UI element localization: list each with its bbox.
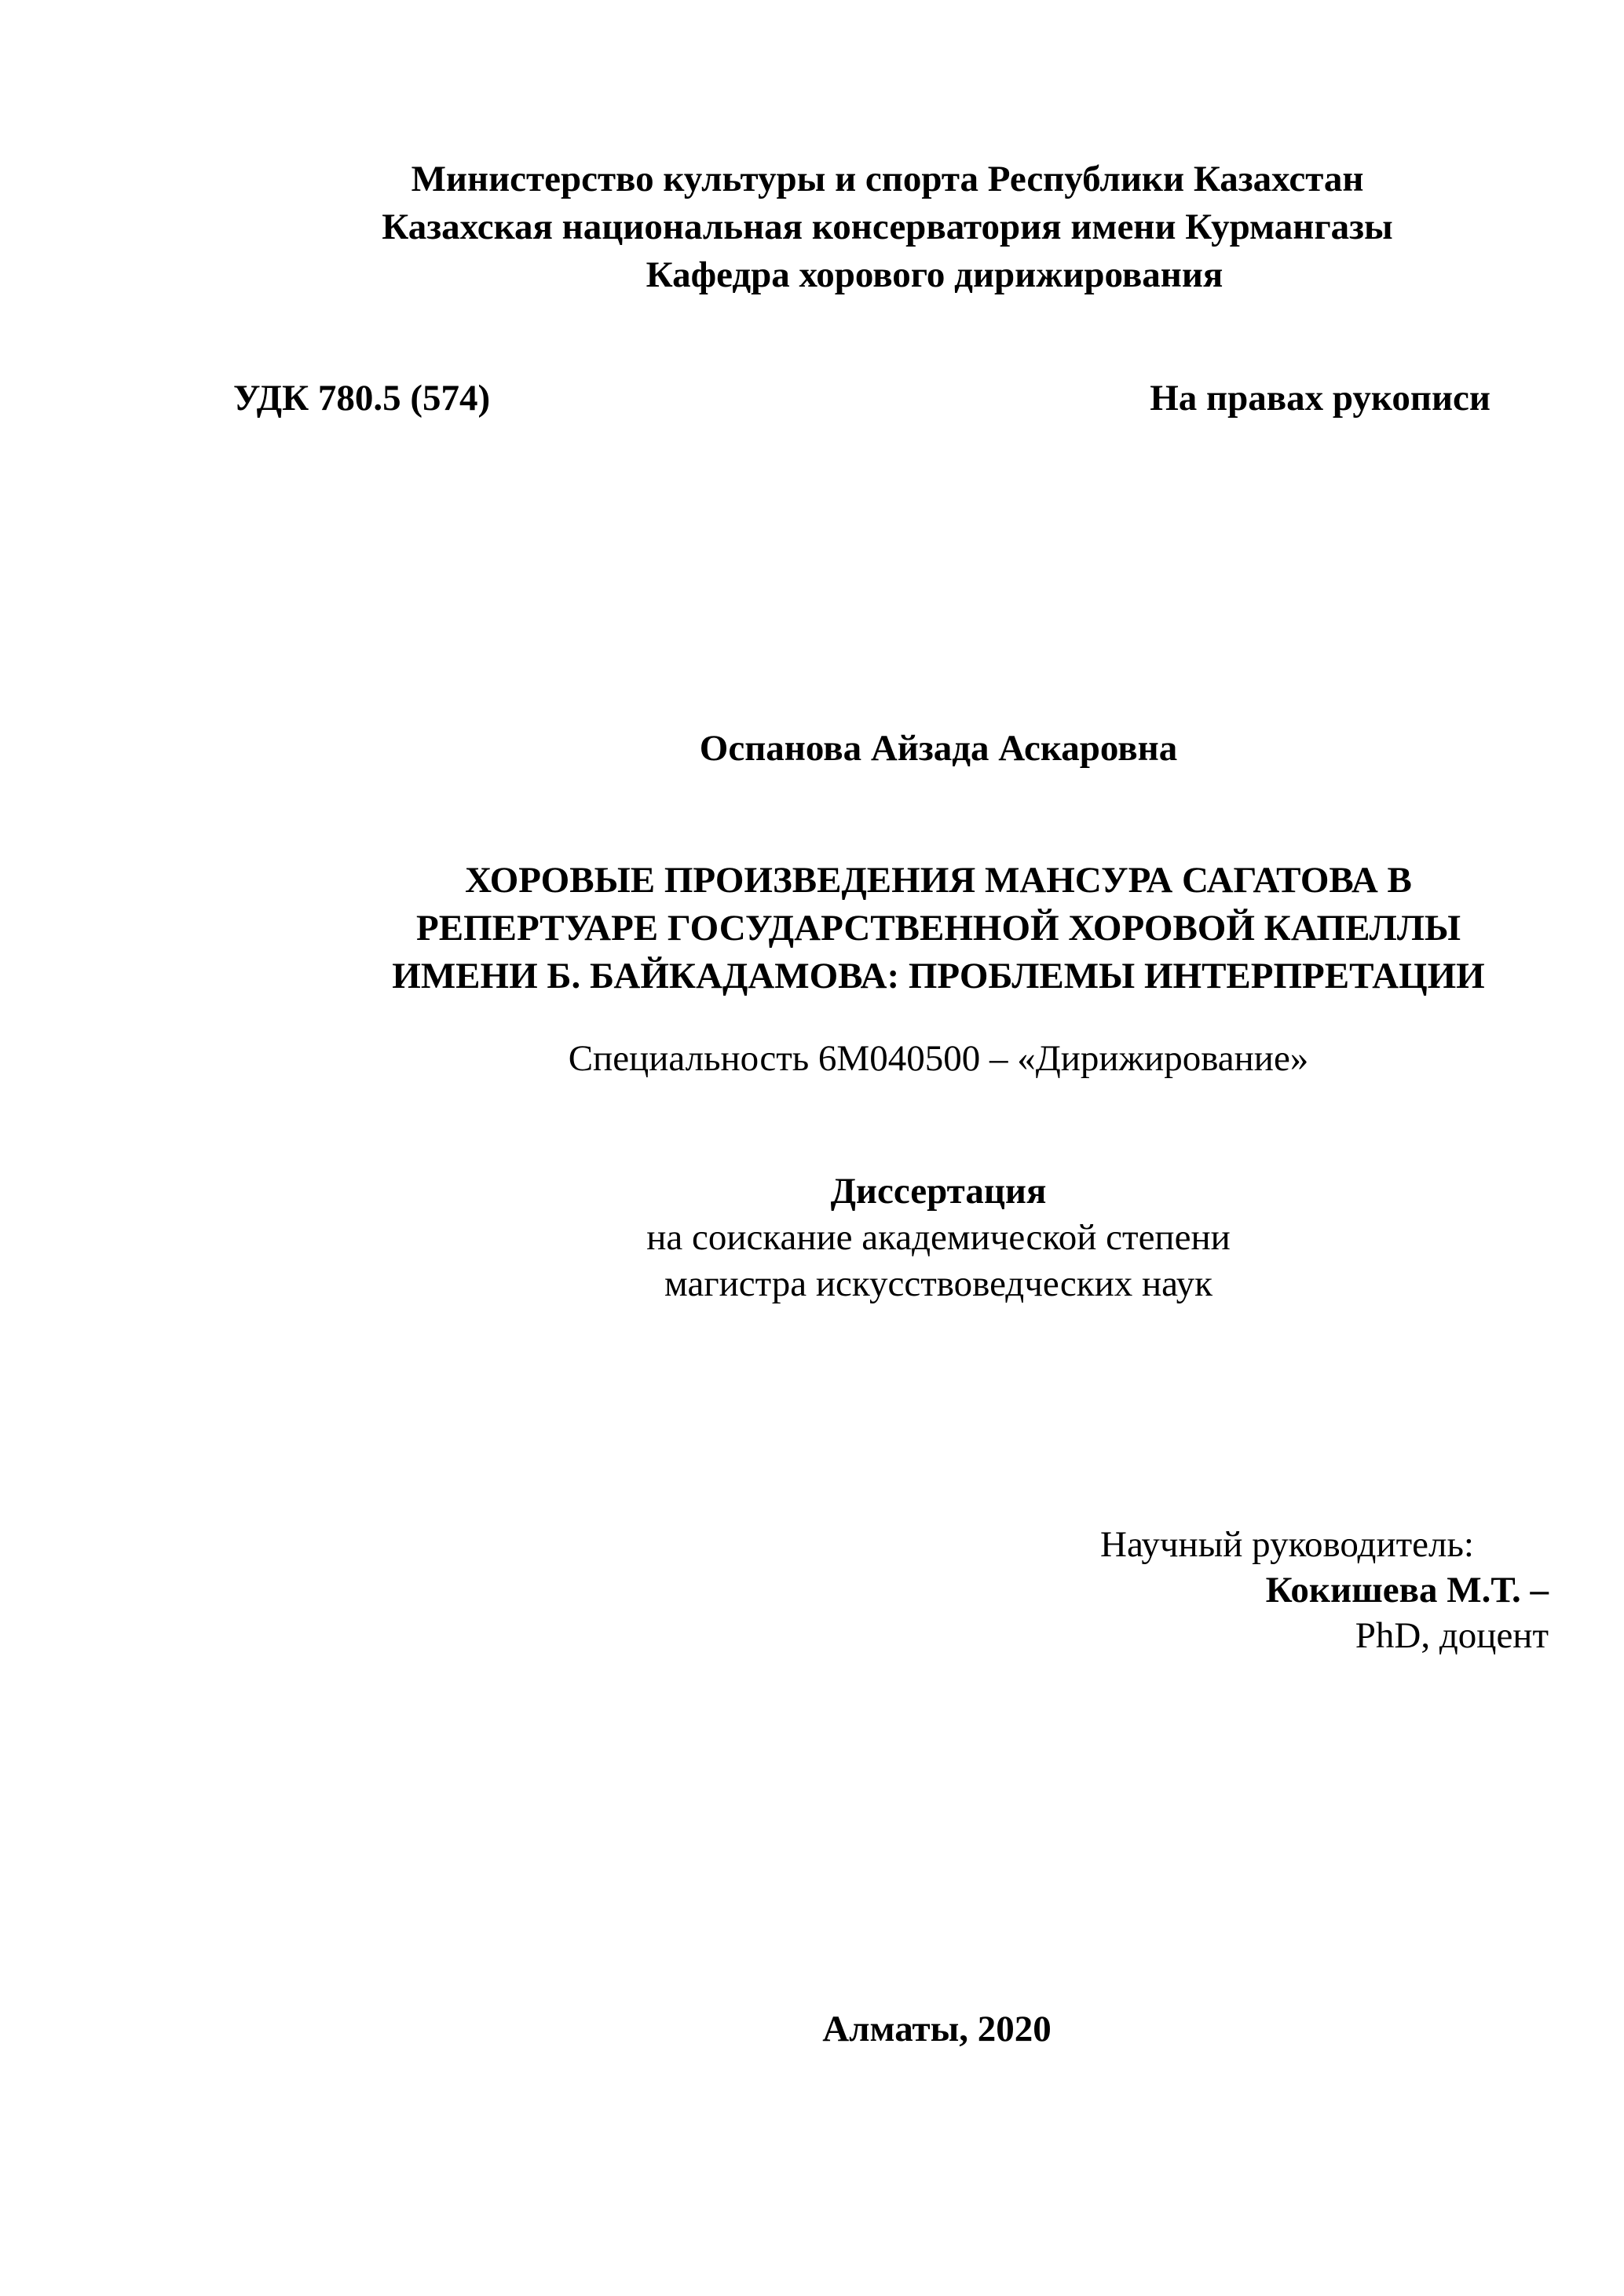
specialty-line: Специальность 6М040500 – «Дирижирование»: [568, 1038, 1309, 1079]
supervisor-name: Кокишева М.Т. –: [1265, 1570, 1549, 1610]
work-type: Диссертация: [830, 1171, 1047, 1212]
rights-note: На правах рукописи: [1150, 378, 1490, 419]
institution-heading: Казахская национальная консерватория имени Курмангазы: [382, 207, 1393, 247]
work-degree-line-2: магистра искусствоведческих наук: [664, 1263, 1213, 1304]
supervisor-label: Научный руководитель:: [1100, 1524, 1474, 1565]
thesis-title-line-1: ХОРОВЫЕ ПРОИЗВЕДЕНИЯ МАНСУРА САГАТОВА В: [465, 860, 1412, 901]
department-heading: Кафедра хорового дирижирования: [646, 254, 1223, 295]
supervisor-degree: PhD, доцент: [1355, 1615, 1549, 1656]
work-degree-line-1: на соискание академической степени: [646, 1217, 1231, 1258]
ministry-heading: Министерство культуры и спорта Республики Казахстан: [411, 159, 1364, 199]
city-year: Алматы, 2020: [822, 2009, 1052, 2049]
author-name: Оспанова Айзада Аскаровна: [699, 728, 1178, 769]
thesis-title-line-2: РЕПЕРТУАРЕ ГОСУДАРСТВЕННОЙ ХОРОВОЙ КАПЕЛЛЫ: [416, 908, 1461, 949]
thesis-title-line-3: ИМЕНИ Б. БАЙКАДАМОВА: ПРОБЛЕМЫ ИНТЕРПРЕТАЦИИ: [392, 956, 1485, 996]
udk-code: УДК 780.5 (574): [233, 378, 491, 419]
